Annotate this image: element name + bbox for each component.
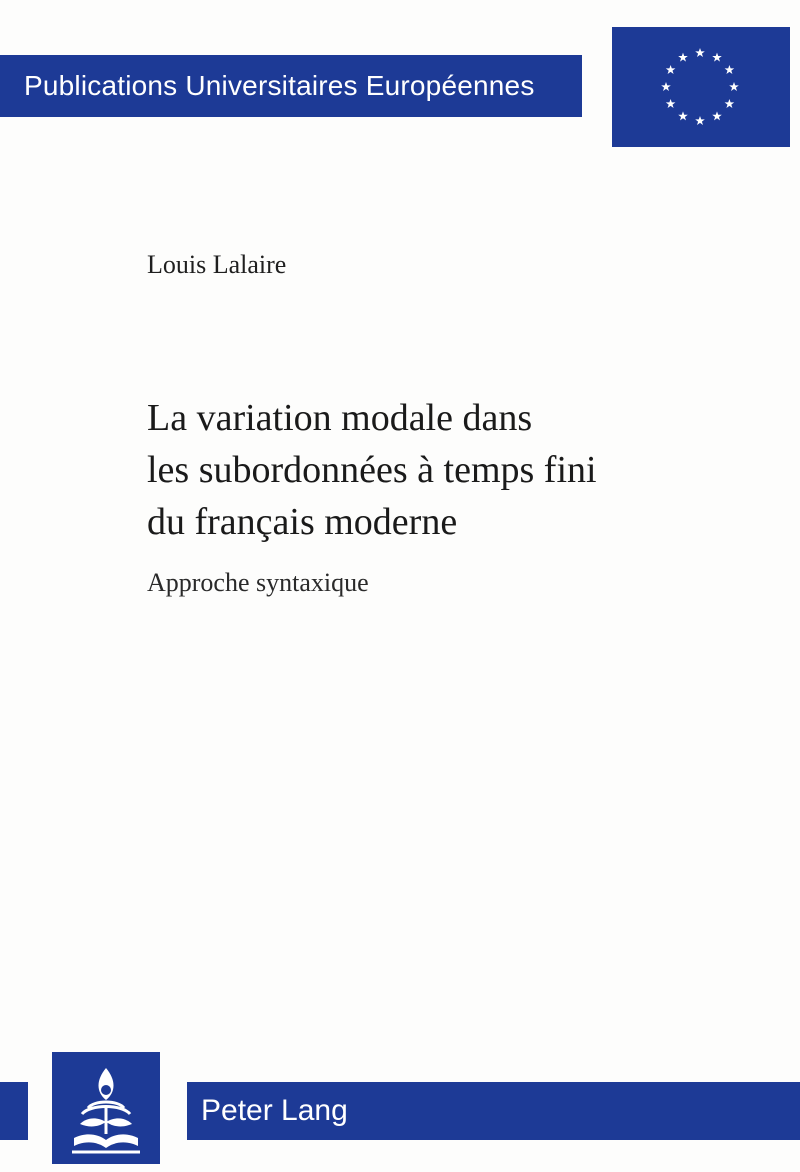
book-subtitle: Approche syntaxique bbox=[147, 568, 369, 597]
series-band bbox=[0, 55, 582, 117]
book-title-line: La variation modale dans bbox=[147, 397, 533, 439]
publisher-band bbox=[187, 1082, 800, 1140]
publisher-name: Peter Lang bbox=[201, 1094, 348, 1127]
series-title: Publications Universitaires Européennes bbox=[24, 70, 535, 101]
eu-stars-flag-icon bbox=[612, 27, 790, 147]
decorative-blue-block bbox=[0, 1082, 28, 1140]
book-title-line: du français moderne bbox=[147, 501, 458, 543]
author-name: Louis Lalaire bbox=[147, 250, 287, 279]
book-title bbox=[147, 392, 597, 548]
peter-lang-fountain-logo-icon bbox=[52, 1052, 160, 1164]
book-title-line: les subordonnées à temps fini bbox=[147, 449, 597, 491]
